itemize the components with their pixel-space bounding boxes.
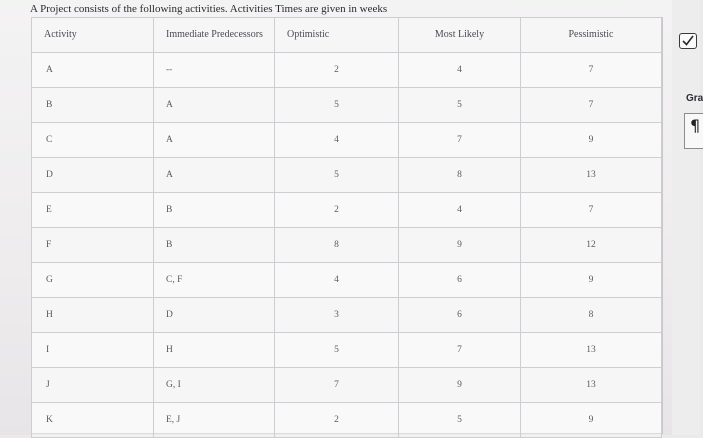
cell-pessimistic: 8 bbox=[521, 298, 662, 333]
cell-activity: H bbox=[32, 298, 154, 333]
cell-most-likely: 7 bbox=[399, 333, 521, 368]
cell-optimistic: 8 bbox=[275, 228, 399, 263]
table-row bbox=[32, 158, 662, 193]
table-row bbox=[32, 53, 662, 88]
cell-activity: F bbox=[32, 228, 154, 263]
table-row bbox=[32, 368, 662, 403]
cell-optimistic: 4 bbox=[275, 123, 399, 158]
cell-optimistic: 3 bbox=[275, 298, 399, 333]
cell-most-likely: 9 bbox=[399, 228, 521, 263]
cell-pessimistic: 9 bbox=[521, 263, 662, 298]
cell-most-likely: 4 bbox=[399, 193, 521, 228]
cell-pessimistic: 7 bbox=[521, 88, 662, 123]
cell-predecessors: B bbox=[154, 193, 275, 228]
cell-activity: B bbox=[32, 88, 154, 123]
cell-pessimistic: 9 bbox=[521, 123, 662, 158]
checkbox-check-icon[interactable] bbox=[679, 33, 697, 49]
cell-predecessors: D bbox=[154, 298, 275, 333]
column-header-activity: Activity bbox=[32, 18, 154, 53]
activities-table bbox=[31, 17, 662, 438]
cell-most-likely: 9 bbox=[399, 368, 521, 403]
cell-predecessors: E, J bbox=[154, 403, 275, 438]
cell-pessimistic: 9 bbox=[521, 403, 662, 438]
cell-pessimistic: 13 bbox=[521, 333, 662, 368]
cell-most-likely: 5 bbox=[399, 403, 521, 438]
cell-activity: I bbox=[32, 333, 154, 368]
cell-activity: D bbox=[32, 158, 154, 193]
side-panel-label: Gra bbox=[686, 93, 703, 104]
cell-most-likely: 5 bbox=[399, 88, 521, 123]
column-header-pessimistic: Pessimistic bbox=[521, 18, 662, 53]
column-header-most-likely: Most Likely bbox=[399, 18, 521, 53]
table-row bbox=[32, 263, 662, 298]
cell-predecessors: C, F bbox=[154, 263, 275, 298]
cell-most-likely: 6 bbox=[399, 263, 521, 298]
cell-pessimistic: 12 bbox=[521, 228, 662, 263]
cell-activity: G bbox=[32, 263, 154, 298]
cell-predecessors: G, I bbox=[154, 368, 275, 403]
cell-optimistic: 2 bbox=[275, 193, 399, 228]
cell-most-likely: 8 bbox=[399, 158, 521, 193]
cell-activity: A bbox=[32, 53, 154, 88]
cell-predecessors: B bbox=[154, 228, 275, 263]
check-mark-icon bbox=[682, 35, 694, 46]
cell-optimistic: 2 bbox=[275, 53, 399, 88]
table-header-row bbox=[32, 18, 662, 53]
cell-most-likely: 7 bbox=[399, 123, 521, 158]
cell-most-likely: 4 bbox=[399, 53, 521, 88]
cell-pessimistic: 13 bbox=[521, 368, 662, 403]
table-row bbox=[32, 333, 662, 368]
side-panel bbox=[672, 0, 700, 435]
cell-optimistic: 2 bbox=[275, 403, 399, 438]
cell-predecessors: A bbox=[154, 158, 275, 193]
column-header-predecessors: Immediate Predecessors bbox=[154, 18, 275, 53]
table-row bbox=[32, 88, 662, 123]
cell-optimistic: 5 bbox=[275, 333, 399, 368]
cell-predecessors: A bbox=[154, 88, 275, 123]
table-row bbox=[32, 123, 662, 158]
cell-activity: E bbox=[32, 193, 154, 228]
cell-predecessors: H bbox=[154, 333, 275, 368]
table-row bbox=[32, 193, 662, 228]
cell-activity: J bbox=[32, 368, 154, 403]
table-body bbox=[32, 53, 662, 438]
cell-optimistic: 5 bbox=[275, 88, 399, 123]
table-caption: A Project consists of the following activities. Activities Times are given in weeks bbox=[30, 3, 388, 15]
cell-optimistic: 4 bbox=[275, 263, 399, 298]
table-row bbox=[32, 298, 662, 333]
column-header-optimistic: Optimistic bbox=[275, 18, 399, 53]
table-row bbox=[32, 403, 662, 438]
cell-pessimistic: 7 bbox=[521, 193, 662, 228]
cell-predecessors: A bbox=[154, 123, 275, 158]
cell-optimistic: 7 bbox=[275, 368, 399, 403]
cell-pessimistic: 13 bbox=[521, 158, 662, 193]
table-row bbox=[32, 228, 662, 263]
cell-predecessors: -- bbox=[154, 53, 275, 88]
cell-most-likely: 6 bbox=[399, 298, 521, 333]
cell-optimistic: 5 bbox=[275, 158, 399, 193]
cell-activity: C bbox=[32, 123, 154, 158]
paragraph-icon: ¶ bbox=[690, 116, 701, 135]
cell-activity: K bbox=[32, 403, 154, 438]
cell-pessimistic: 7 bbox=[521, 53, 662, 88]
